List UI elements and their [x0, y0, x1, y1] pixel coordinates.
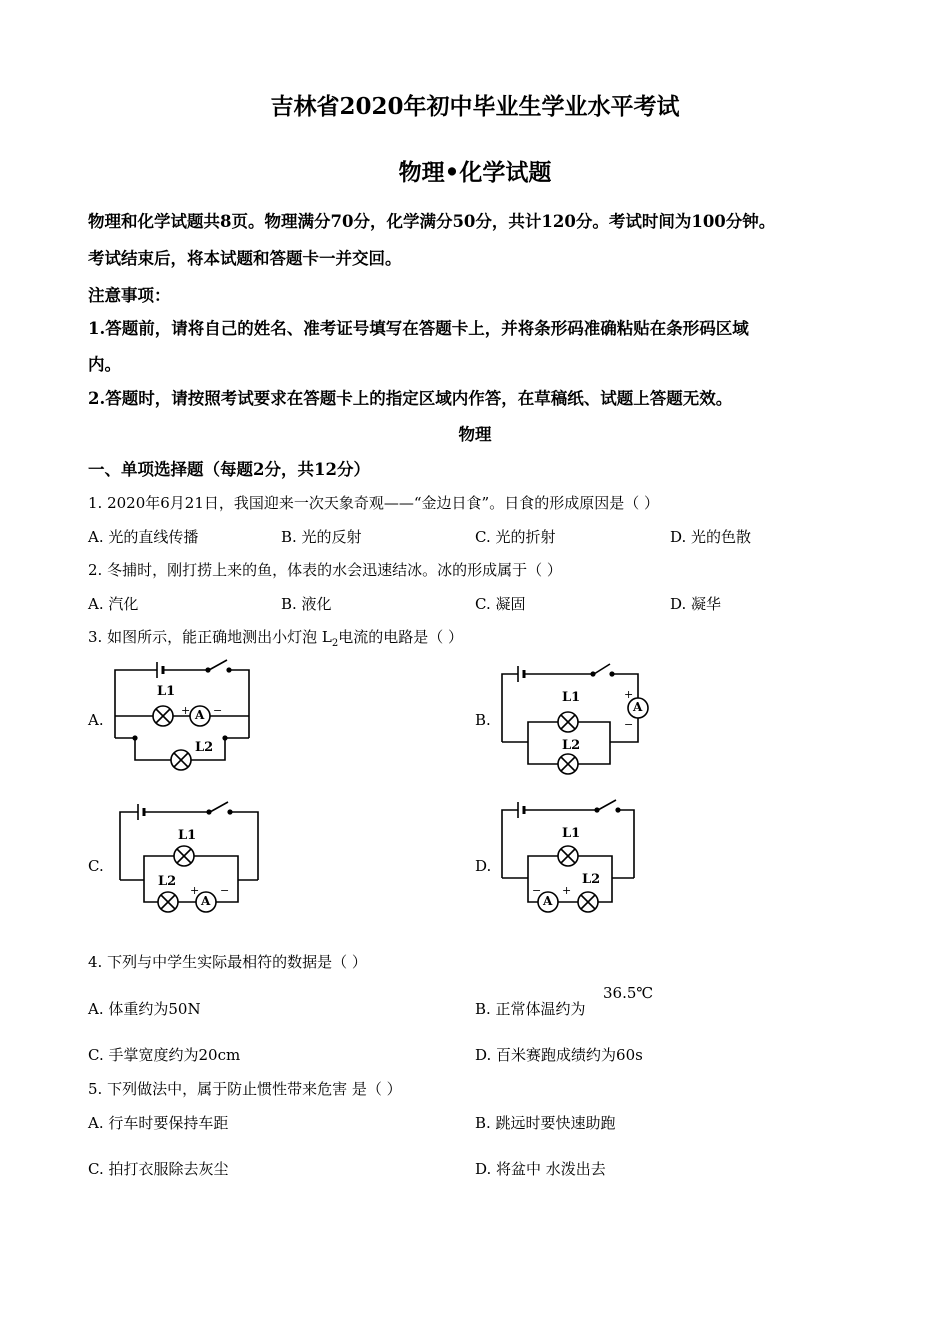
lamp-l2-label: L2 — [195, 740, 214, 755]
q2-stem: 2. 冬捕时，刚打捞上来的鱼，体表的水会迅速结冰。冰的形成属于（ ） — [88, 561, 562, 579]
ammeter-label: A — [633, 700, 643, 714]
q1-option-c: C. 光的折射 — [475, 528, 556, 546]
intro-line-2: 考试结束后，将本试题和答题卡一并交回。 — [88, 249, 402, 268]
ammeter-label: A — [195, 708, 205, 722]
q4-stem: 4. 下列与中学生实际最相符的数据是（ ） — [88, 953, 367, 971]
circuit-diagram-d — [492, 796, 662, 918]
q5-option-d: D. 将盆中 水泼出去 — [475, 1160, 606, 1178]
q2-option-b: B. 液化 — [281, 595, 332, 613]
q3-option-b-label: B. — [475, 711, 491, 729]
q1-option-a: A. 光的直线传播 — [88, 528, 199, 546]
ammeter-plus: + — [190, 884, 200, 897]
note-1b: 内。 — [88, 355, 121, 374]
circuit-diagram-c — [108, 798, 278, 918]
circuit-diagram-b — [492, 662, 662, 782]
ammeter-plus: + — [181, 704, 191, 717]
circuit-diagram-a — [105, 658, 265, 778]
lamp-l1-label: L1 — [178, 828, 197, 843]
ammeter-minus: − — [532, 884, 542, 897]
q2-option-c: C. 凝固 — [475, 595, 526, 613]
ammeter-plus: + — [562, 884, 572, 897]
q3-option-c-label: C. — [88, 857, 104, 875]
lamp-l1-label: L1 — [157, 684, 176, 699]
q5-option-b: B. 跳远时要快速助跑 — [475, 1114, 616, 1132]
q5-stem: 5. 下列做法中，属于防止惯性带来危害 是（ ） — [88, 1080, 402, 1098]
q5-option-c: C. 拍打衣服除去灰尘 — [88, 1160, 229, 1178]
ammeter-plus: + — [624, 688, 634, 701]
q4-option-c: C. 手掌宽度约为20cm — [88, 1046, 241, 1064]
ammeter-minus: − — [220, 884, 230, 897]
q1-stem: 1. 2020年6月21日，我国迎来一次天象奇观——“金边日食”。日食的形成原因是（ ） — [88, 494, 659, 512]
lamp-l1-label: L1 — [562, 690, 581, 705]
notice-heading: 注意事项： — [88, 286, 171, 305]
q5-option-a: A. 行车时要保持车距 — [88, 1114, 229, 1132]
exam-title: 吉林省2020年初中毕业生学业水平考试 — [270, 93, 680, 120]
q4-option-b: B. 正常体温约为 — [475, 1000, 586, 1018]
q2-option-a: A. 汽化 — [88, 595, 139, 613]
q4-option-d: D. 百米赛跑成绩约为60s — [475, 1046, 643, 1064]
ammeter-minus: − — [624, 718, 634, 731]
ammeter-label: A — [201, 894, 211, 908]
lamp-l2-label: L2 — [582, 872, 601, 887]
q1-option-b: B. 光的反射 — [281, 528, 362, 546]
ammeter-label: A — [543, 894, 553, 908]
lamp-l2-label: L2 — [562, 738, 581, 753]
q4-option-a: A. 体重约为50N — [88, 1000, 201, 1018]
q1-option-d: D. 光的色散 — [670, 528, 752, 546]
q3-option-a-label: A. — [88, 711, 104, 729]
q4-option-b-value: 36.5℃ — [603, 984, 654, 1002]
subject-heading: 物理 — [458, 425, 492, 444]
lamp-l2-label: L2 — [158, 874, 177, 889]
note-2: 2.答题时，请按照考试要求在答题卡上的指定区域内作答，在草稿纸、试题上答题无效。 — [88, 389, 733, 408]
q2-option-d: D. 凝华 — [670, 595, 722, 613]
lamp-l1-label: L1 — [562, 826, 581, 841]
ammeter-minus: − — [213, 704, 223, 717]
exam-subtitle: 物理•化学试题 — [398, 159, 552, 186]
part1-heading: 一、单项选择题（每题2分，共12分） — [88, 460, 370, 479]
intro-line-1: 物理和化学试题共8页。物理满分70分，化学满分50分，共计120分。考试时间为100分钟。 — [88, 212, 776, 231]
q3-stem: 3. 如图所示，能正确地测出小灯泡 $L_2$电流的电路是（ ） — [88, 628, 463, 649]
q3-option-d-label: D. — [475, 857, 492, 875]
note-1a: 1.答题前，请将自己的姓名、准考证号填写在答题卡上，并将条形码准确粘贴在条形码区域 — [88, 319, 749, 338]
